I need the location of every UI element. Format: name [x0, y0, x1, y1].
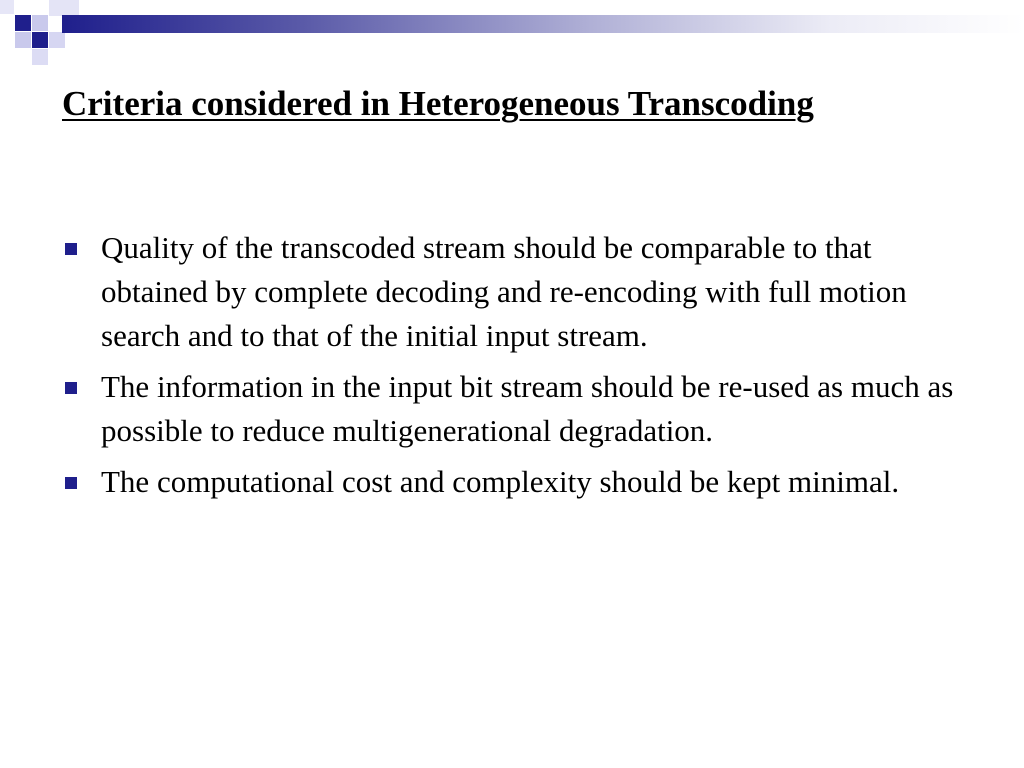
decorative-square	[32, 32, 48, 48]
decorative-square	[15, 32, 31, 48]
bullet-item	[62, 460, 982, 504]
bullet-item	[62, 365, 982, 453]
slide-title: Criteria considered in Heterogeneous Transcoding	[62, 84, 814, 123]
bullet-text: The computational cost and complexity should be kept minimal.	[101, 464, 900, 499]
bullet-item	[62, 226, 982, 358]
decorative-square	[15, 15, 31, 31]
square-bullet-icon	[65, 243, 77, 255]
decorative-square	[49, 0, 79, 16]
decorative-square	[49, 32, 65, 48]
decorative-square	[32, 49, 48, 65]
square-bullet-icon	[65, 477, 77, 489]
header-gradient-bar	[62, 15, 1024, 33]
bullet-text: The information in the input bit stream should be re-used as much as possible to reduce multigenerational degradation.	[101, 369, 954, 448]
bullet-text: Quality of the transcoded stream should be comparable to that obtained by complete decoding and re-encoding with full motion search and to that of the initial input stream.	[101, 230, 907, 353]
decorative-square	[32, 15, 48, 31]
square-bullet-icon	[65, 382, 77, 394]
bullet-list	[62, 226, 982, 511]
decorative-square	[0, 0, 14, 14]
